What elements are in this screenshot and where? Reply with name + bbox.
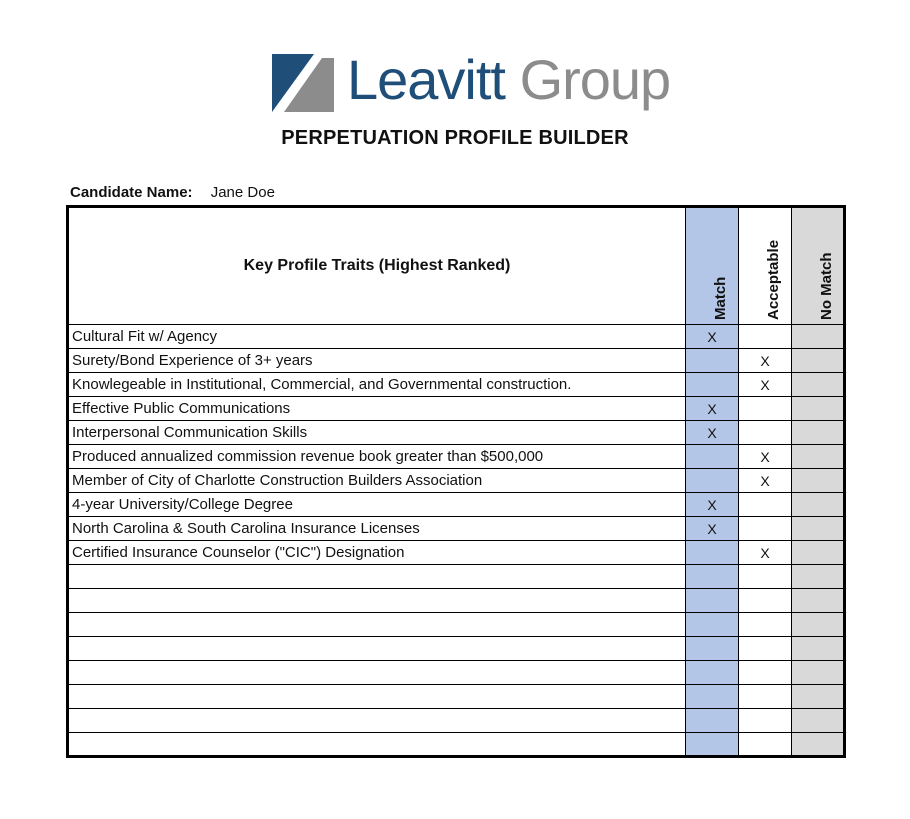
table-row <box>68 637 845 661</box>
trait-cell: Produced annualized commission revenue book greater than $500,000 <box>68 445 686 469</box>
match-cell: X <box>686 517 739 541</box>
match-cell <box>686 445 739 469</box>
trait-cell <box>68 661 686 685</box>
no-match-cell <box>792 565 845 589</box>
table-row <box>68 325 845 349</box>
match-cell <box>686 637 739 661</box>
no-match-cell <box>792 445 845 469</box>
match-cell <box>686 565 739 589</box>
no-match-cell <box>792 373 845 397</box>
acceptable-cell: X <box>739 469 792 493</box>
header-key-traits: Key Profile Traits (Highest Ranked) <box>68 207 686 325</box>
candidate-name: Jane Doe <box>210 184 275 201</box>
logo-word-group: Group <box>519 48 671 111</box>
trait-cell <box>68 733 686 757</box>
match-cell <box>686 709 739 733</box>
header-match <box>686 207 739 325</box>
page-title: PERPETUATION PROFILE BUILDER <box>281 127 629 149</box>
table-row <box>68 733 845 757</box>
acceptable-cell: X <box>739 541 792 565</box>
match-cell <box>686 589 739 613</box>
no-match-cell <box>792 637 845 661</box>
match-cell <box>686 373 739 397</box>
match-cell: X <box>686 493 739 517</box>
trait-cell: Cultural Fit w/ Agency <box>68 325 686 349</box>
logo-word-leavitt: Leavitt <box>347 48 505 111</box>
match-cell: X <box>686 397 739 421</box>
no-match-cell <box>792 589 845 613</box>
table-row <box>68 421 845 445</box>
trait-cell: Certified Insurance Counselor ("CIC") Designation <box>68 541 686 565</box>
header-acceptable-label: Acceptable <box>765 239 782 320</box>
profile-table <box>66 205 846 758</box>
match-cell <box>686 733 739 757</box>
trait-cell <box>68 685 686 709</box>
acceptable-cell <box>739 709 792 733</box>
acceptable-cell <box>739 685 792 709</box>
header-no-match <box>792 207 845 325</box>
acceptable-cell: X <box>739 349 792 373</box>
table-row <box>68 373 845 397</box>
match-cell <box>686 541 739 565</box>
trait-cell: Member of City of Charlotte Construction Builders Association <box>68 469 686 493</box>
trait-cell: Knowlegeable in Institutional, Commercial, and Governmental construction. <box>68 373 686 397</box>
acceptable-cell <box>739 421 792 445</box>
acceptable-cell <box>739 661 792 685</box>
match-cell <box>686 469 739 493</box>
acceptable-cell <box>739 517 792 541</box>
table-header-row <box>68 207 845 325</box>
table-row <box>68 589 845 613</box>
acceptable-cell <box>739 397 792 421</box>
no-match-cell <box>792 541 845 565</box>
table-row <box>68 349 845 373</box>
trait-cell: Interpersonal Communication Skills <box>68 421 686 445</box>
acceptable-cell <box>739 637 792 661</box>
acceptable-cell <box>739 613 792 637</box>
candidate-line <box>70 184 275 201</box>
no-match-cell <box>792 517 845 541</box>
acceptable-cell: X <box>739 445 792 469</box>
table-row <box>68 469 845 493</box>
logo-mark-icon <box>272 54 336 116</box>
trait-cell: 4-year University/College Degree <box>68 493 686 517</box>
table-row <box>68 661 845 685</box>
match-cell <box>686 661 739 685</box>
table-row <box>68 517 845 541</box>
table-row <box>68 709 845 733</box>
trait-cell <box>68 589 686 613</box>
table-row <box>68 565 845 589</box>
acceptable-cell <box>739 565 792 589</box>
candidate-label: Candidate Name: <box>70 184 193 201</box>
header-acceptable <box>739 207 792 325</box>
table-row <box>68 493 845 517</box>
match-cell: X <box>686 421 739 445</box>
acceptable-cell <box>739 325 792 349</box>
trait-cell <box>68 637 686 661</box>
no-match-cell <box>792 661 845 685</box>
header-match-label: Match <box>712 276 729 320</box>
no-match-cell <box>792 685 845 709</box>
header-no-match-label: No Match <box>817 252 835 320</box>
table-row <box>68 397 845 421</box>
table-row <box>68 613 845 637</box>
no-match-cell <box>792 397 845 421</box>
trait-cell: Surety/Bond Experience of 3+ years <box>68 349 686 373</box>
table-row <box>68 541 845 565</box>
logo-wordmark <box>347 48 670 112</box>
no-match-cell <box>792 325 845 349</box>
no-match-cell <box>792 613 845 637</box>
acceptable-cell <box>739 733 792 757</box>
no-match-cell <box>792 349 845 373</box>
table-row <box>68 445 845 469</box>
acceptable-cell: X <box>739 373 792 397</box>
match-cell <box>686 685 739 709</box>
trait-cell: North Carolina & South Carolina Insurance Licenses <box>68 517 686 541</box>
trait-cell: Effective Public Communications <box>68 397 686 421</box>
no-match-cell <box>792 469 845 493</box>
no-match-cell <box>792 493 845 517</box>
no-match-cell <box>792 733 845 757</box>
no-match-cell <box>792 709 845 733</box>
trait-cell <box>68 709 686 733</box>
no-match-cell <box>792 421 845 445</box>
trait-cell <box>68 565 686 589</box>
match-cell <box>686 349 739 373</box>
match-cell <box>686 613 739 637</box>
match-cell: X <box>686 325 739 349</box>
acceptable-cell <box>739 589 792 613</box>
trait-cell <box>68 613 686 637</box>
acceptable-cell <box>739 493 792 517</box>
table-row <box>68 685 845 709</box>
company-logo <box>272 48 682 118</box>
